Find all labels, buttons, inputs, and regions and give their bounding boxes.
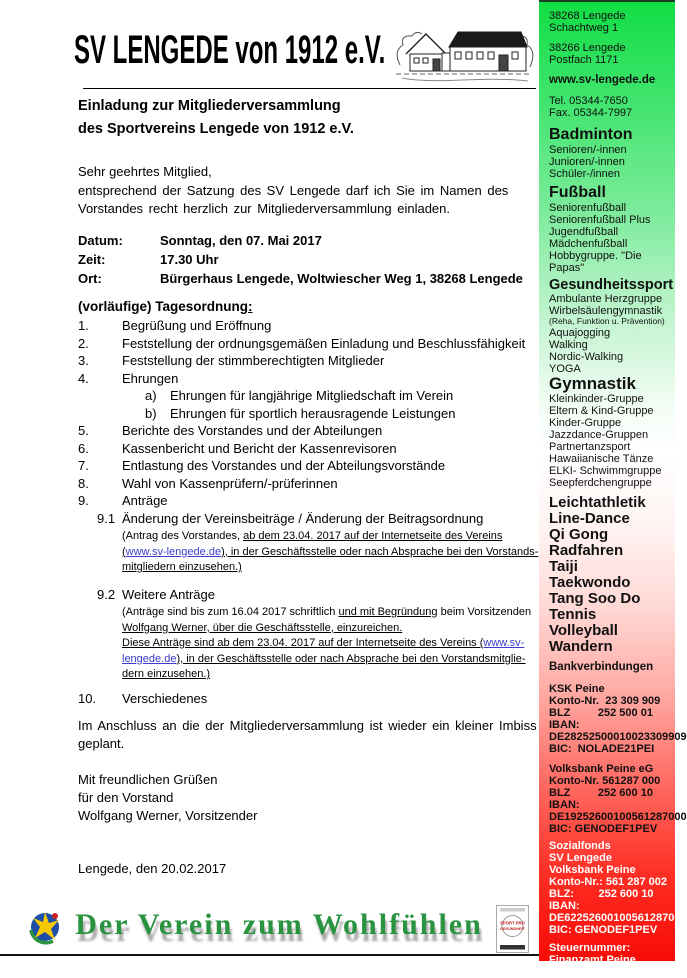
detail-label: Zeit: [78,252,106,267]
fine-print-text: Wolfgang Werner, über die Geschäftsstelle, einzureichen. [122,621,403,634]
sidebar-line: Kleinkinder-Gruppe [549,392,644,405]
detail-value: Bürgerhaus Lengede, Woltwiescher Weg 1, 38268 Lengede [160,271,523,286]
signer-name: Wolfgang Werner, Vorsitzender [78,808,258,823]
sidebar-line: Seniorenfußball Plus [549,214,651,226]
postbox-block [549,42,672,66]
fine-print-text: Diese Anträge sind ab dem 23.04. 2017 auf der Internetseite des Vereins ( [122,637,484,649]
sidebar-line: Hobbygruppe. "Die Papas" [549,250,642,274]
section-sports-list [549,495,672,655]
sidebar-line: IBAN: [549,718,580,731]
sidebar-line: Junioren/-innen [549,156,625,168]
sidebar-line: Partnertanzsport [549,440,631,453]
sidebar-line: BIC: GENODEF1PEV [549,923,658,936]
subject-line: Einladung zur Mitgliederversammlung [78,98,341,114]
sidebar-line: Konto-Nr.: 561 287 002 [549,875,667,888]
sidebar-line: Qi Gong [549,525,609,543]
closing-line: Im Anschluss an die der Mitgliederversammlung ist wieder ein kleiner Imbiss [78,718,537,733]
bank-sozialfonds [549,839,687,936]
fine-print-line [122,529,543,545]
sidebar-line: Wandern [549,637,613,655]
bank-heading [549,661,672,674]
sidebar-line: Walking [549,338,588,351]
section-fussball [549,184,672,274]
fine-print-text: und mit Begründung [338,606,438,618]
salutation: Sehr geehrtes Mitglied, [78,164,212,179]
tax-number-block [549,942,672,978]
agenda-item-text: Ehrungen für sportlich herausragende Leistungen [170,405,456,421]
closing-paragraph [78,717,537,753]
sidebar-line: Jugendfußball [549,226,619,238]
place-date: Lengede, den 20.02.2017 [78,861,227,876]
website-link[interactable]: lengede.de [122,652,177,665]
agenda-item-text: Begrüßung und Eröffnung [122,318,272,333]
agenda-item-number: 1. [78,318,89,333]
agenda-heading-text: g: [239,299,253,314]
agenda-item [78,458,543,476]
sidebar-line: Line-Dance [549,509,630,527]
agenda-item [78,406,543,424]
section-badminton [549,126,672,180]
event-details [78,231,523,288]
address-block [549,10,672,34]
regards-line: für den Vorstand [78,790,174,805]
fine-print-line [122,560,543,576]
detail-label: Ort: [78,271,102,286]
agenda-item [78,493,543,511]
letter-subject [78,95,354,141]
sidebar-line: IBAN: [549,899,580,912]
seal-text: GESUNDHEIT [500,927,525,931]
sidebar-line: Steuernummer: [549,941,631,954]
agenda-item-number: 7. [78,458,89,473]
fine-print-text: ), in der Geschäftsstelle oder nach Absprache bei den Vorstandsmitglie- [176,652,526,665]
agenda-item-text: Änderung der Vereinsbeiträge / Änderung der Beitragsordnung [122,510,484,526]
fine-print-line [122,605,543,621]
fine-print-text: (Antrag des Vorstandes, [122,530,244,542]
agenda-item-number: 4. [78,370,89,386]
sidebar-line: Sozialfonds [549,839,611,852]
sidebar-line: BIC: NOLADE21PEI [549,742,655,755]
agenda-item-text: Kassenbericht und Bericht der Kassenrevisoren [122,440,397,456]
detail-value: Sonntag, den 07. Mai 2017 [160,233,322,248]
bank-ksk-peine [549,682,687,755]
agenda-heading-text: (vorläufige) Tagesordnun [78,299,240,314]
fine-print-line [122,667,543,683]
section-gesundheitssport [549,278,672,375]
agenda-heading [78,299,253,314]
seal-text: SPORT PRO [500,920,525,926]
sidebar-line: Seniorenfußball [549,202,627,214]
sidebar-line: BLZ 252 600 10 [549,786,653,799]
agenda-item-number: 9. [78,493,89,508]
sidebar-line: Kinder-Gruppe [549,416,622,429]
sidebar-line: Volksbank Peine eG [549,762,654,775]
fine-print-text: ), in der Geschäftsstelle oder nach Absprache bei den Vorstands- [221,545,539,558]
intro-line: Vorstandes recht herzlich zur Mitgliederversammlung einladen. [78,201,451,216]
sidebar-line: Tang Soo Do [549,589,641,607]
sidebar-line: Volleyball [549,621,618,639]
sidebar-line: Senioren/-innen [549,144,627,156]
agenda-item-text: Feststellung der stimmberechtigten Mitglieder [122,353,385,368]
agenda-item [78,691,543,709]
agenda-item [78,318,543,336]
agenda-item [78,371,543,389]
info-sidebar [539,0,687,978]
sidebar-section-title: Fußball [549,184,606,201]
agenda-item-text: Berichte des Vorstandes und der Abteilungen [122,423,383,438]
sidebar-line: Hawaiianische Tänze [549,452,654,465]
sidebar-line: Radfahren [549,541,624,559]
agenda-item-text: Feststellung der ordnungsgemäßen Einladung und Beschlussfähigkeit [122,335,526,351]
fine-print-text: mitgliedern einzusehen.) [122,561,242,573]
sidebar-line: (Reha, Funktion u. Prävention) [549,316,665,326]
agenda-item [78,388,543,406]
website-link[interactable]: www.sv-lengede.de [125,545,222,558]
agenda-item-text: Wahl von Kassenprüfern/-prüferinnen [122,475,338,491]
agenda-item-number: 2. [78,335,89,351]
website-link[interactable]: www.sv- [483,637,525,649]
sidebar-line: Wirbelsäulengymnastik [549,305,663,317]
fine-print-text: ab dem 23.04. 2017 auf der Internetseite des Vereins [243,530,503,542]
agenda-item-text: Ehrungen [122,370,179,386]
sidebar-line: ELKI- Schwimmgruppe [549,464,662,477]
sidebar-line: Taekwondo [549,573,631,591]
agenda-fine-print [122,529,543,576]
club-slogan: Der Verein zum Wohlfühlen [75,908,483,941]
agenda-item-number: 6. [78,440,89,456]
fine-print-text: dern einzusehen.) [122,668,211,680]
club-emblem-icon [24,906,66,948]
agenda-item-text: Weitere Anträge [122,586,215,602]
sidebar-line: SV Lengede [549,851,612,864]
phone-block [549,95,672,119]
club-title: SV LENGEDE von 1912 e.V. [74,28,386,72]
sidebar-line: Tennis [549,605,597,623]
agenda-item-number: 9.2 [97,586,116,602]
sidebar-line: Seepferdchengruppe [549,476,652,489]
sidebar-line: Schachtweg 1 [549,22,619,34]
agenda-item-number: 10. [78,690,97,706]
agenda-item [78,511,543,529]
agenda-item-number: 8. [78,475,89,491]
agenda-item-number: b) [145,405,157,421]
intro-line: entsprechend der Satzung des SV Lengede darf ich Sie im Namen des [78,183,509,198]
fine-print-text: ( [122,545,126,558]
sidebar-section-title: Gymnastik [549,373,636,393]
agenda-item [78,423,543,441]
fine-print-line [122,636,543,652]
agenda-item [78,476,543,494]
sidebar-line: Volksbank Peine [549,863,636,876]
sidebar-line: Aquajogging [549,326,611,339]
agenda-item-number: 9.1 [97,510,116,526]
detail-row-time [78,250,523,269]
sidebar-line: Jazzdance-Gruppen [549,428,649,441]
sidebar-line: Fax. 05344-7997 [549,107,633,119]
agenda-item-number: 3. [78,353,89,368]
sidebar-line: BIC: GENODEF1PEV [549,822,658,835]
sidebar-line: IBAN: [549,798,580,811]
agenda-item-text: Entlastung des Vorstandes und der Abteilungsvorstände [122,458,446,473]
sidebar-line: Bankverbindungen [549,660,654,673]
agenda-item-text: Verschiedenes [122,690,208,706]
closing-line: geplant. [78,736,125,751]
sidebar-line: Tel. 05344-7650 [549,95,628,107]
sidebar-line: Leichtathletik [549,493,646,511]
sidebar-line: Nordic-Walking [549,350,624,363]
agenda-item-text: Ehrungen für langjährige Mitgliedschaft im Verein [170,388,454,403]
sport-pro-gesundheit-seal-icon [496,905,529,953]
clubhouse-sketch-image [392,23,535,86]
fine-print-text: beim Vorsitzenden [437,606,532,618]
fine-print-text: (Anträge sind bis zum 16.04 2017 schriftlich [122,606,339,618]
detail-label: Datum: [78,233,123,248]
agenda-item [78,336,543,354]
sidebar-line: Eltern & Kind-Gruppe [549,404,654,417]
agenda-item-number: 5. [78,423,89,438]
detail-row-place [78,269,523,288]
fine-print-line [122,545,543,561]
sidebar-line: KSK Peine [549,682,605,695]
page-bottom-border [0,954,541,956]
sidebar-line: Finanzamt Peine [549,953,636,966]
sidebar-line: BLZ 252 500 01 [549,706,653,719]
agenda-list [78,318,543,708]
signature-block [78,771,257,825]
agenda-item-text: Anträge [122,493,168,508]
sidebar-line: 38268 Lengede [549,10,626,22]
bank-volksbank-peine [549,762,687,835]
agenda-item-number: a) [145,388,157,403]
intro-paragraph [78,182,508,218]
sidebar-line: Konto-Nr. 23 309 909 [549,694,661,707]
sidebar-line: Ambulante Herzgruppe [549,293,663,305]
sidebar-line: Postfach 1171 [549,54,619,66]
section-gymnastik [549,375,672,489]
agenda-fine-print [122,605,543,683]
sidebar-section-title: Gesundheitssport [549,277,674,293]
website-block [549,74,672,86]
detail-value: 17.30 Uhr [160,252,219,267]
sidebar-line: 38/202/00357 [549,965,617,978]
agenda-item [78,441,543,459]
sidebar-line: DE19252600100561287000 [549,810,687,823]
sidebar-line: Konto-Nr. 561287 000 [549,774,661,787]
sidebar-line: BLZ: 252 600 10 [549,887,654,900]
sidebar-line: DE62252600100561287002 [549,911,687,924]
fine-print-line [122,621,543,637]
regards-line: Mit freundlichen Grüßen [78,772,218,787]
detail-row-date [78,231,523,250]
agenda-item [78,587,543,605]
sidebar-line: 38266 Lengede [549,42,626,54]
agenda-item [78,353,543,371]
header-divider [83,88,536,89]
fine-print-line [122,652,543,668]
sidebar-line: www.sv-lengede.de [549,74,656,86]
sidebar-line: Mädchenfußball [549,238,628,250]
sidebar-line: Schüler-/innen [549,168,620,180]
sidebar-line: Taiji [549,557,578,575]
sidebar-line: YOGA [549,362,581,375]
sidebar-line: DE28252500010023309909 [549,730,687,743]
subject-line: des Sportvereins Lengede von 1912 e.V. [78,121,354,137]
sidebar-section-title: Badminton [549,126,633,143]
